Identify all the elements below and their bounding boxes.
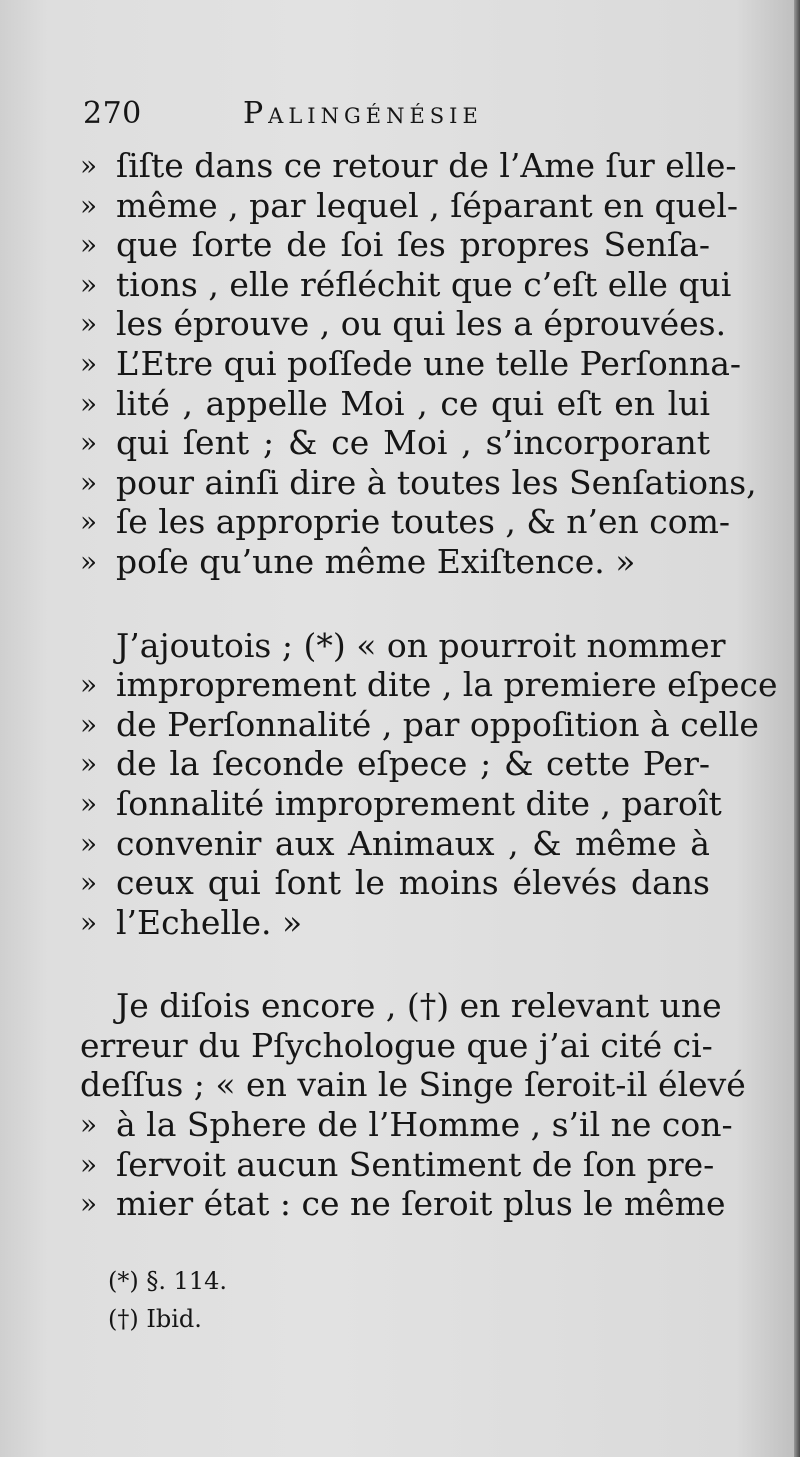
line-text: lité , appelle Moi , ce qui eſt en lui bbox=[116, 383, 710, 423]
text-line bbox=[80, 704, 759, 745]
line-text: deſſus ; « en vain le Singe ſeroit-il élevé bbox=[80, 1065, 746, 1105]
text-line bbox=[80, 225, 710, 265]
quote-mark: » bbox=[80, 386, 98, 420]
line-text: même , par lequel , ſéparant en quel- bbox=[116, 185, 739, 225]
text-line bbox=[80, 903, 710, 943]
text-line bbox=[80, 744, 710, 784]
quote-mark: » bbox=[80, 1147, 98, 1181]
quote-mark: » bbox=[80, 866, 98, 900]
line-text: L’Etre qui poſſede une telle Perſonna- bbox=[116, 343, 742, 383]
text-line bbox=[80, 863, 710, 903]
paragraph-1 bbox=[80, 146, 757, 582]
paragraph-2 bbox=[80, 625, 778, 943]
running-head: Palingénésie bbox=[243, 96, 483, 131]
text-line bbox=[80, 1105, 733, 1145]
text-line bbox=[80, 502, 731, 542]
quote-mark: » bbox=[80, 228, 98, 262]
text-line bbox=[80, 423, 710, 463]
quote-mark: » bbox=[80, 905, 98, 939]
text-line bbox=[80, 1144, 715, 1185]
paragraph-3 bbox=[80, 986, 746, 1224]
text-line bbox=[80, 783, 722, 824]
line-text: erreur du Pſychologue que j’ai cité ci- bbox=[80, 1025, 713, 1065]
page-edge-shadow bbox=[794, 0, 800, 1457]
line-text: ſe les approprie toutes , & n’en com- bbox=[116, 502, 731, 542]
text-line bbox=[80, 264, 732, 305]
text-line bbox=[80, 1025, 713, 1066]
text-line bbox=[80, 542, 710, 582]
line-text: tions , elle réfléchit que c’eſt elle qui bbox=[116, 264, 732, 304]
quote-mark: » bbox=[80, 465, 98, 499]
quote-mark: » bbox=[80, 707, 98, 741]
quote-mark: » bbox=[80, 426, 98, 460]
text-line bbox=[80, 384, 710, 424]
line-text: que ſorte de ſoi ſes propres Senſa- bbox=[116, 225, 710, 265]
quote-mark: » bbox=[80, 668, 98, 702]
page-header bbox=[83, 96, 723, 142]
page-number: 270 bbox=[83, 96, 142, 131]
line-text: convenir aux Animaux , & même à bbox=[116, 823, 710, 863]
quote-mark: » bbox=[80, 786, 98, 820]
quote-mark: » bbox=[80, 307, 98, 341]
quote-mark: » bbox=[80, 1108, 98, 1142]
text-line bbox=[80, 824, 710, 864]
quote-mark: » bbox=[80, 505, 98, 539]
line-text: mier état : ce ne ſeroit plus le même bbox=[116, 1184, 726, 1224]
line-text: pour ainſi dire à toutes les Senſations, bbox=[116, 462, 757, 502]
text-line bbox=[80, 986, 722, 1026]
quote-mark: » bbox=[80, 1187, 98, 1221]
line-text: ſervoit aucun Sentiment de ſon pre- bbox=[116, 1144, 715, 1184]
line-text: de Perſonnalité , par oppoſition à celle bbox=[116, 704, 759, 744]
line-text: l’Echelle. » bbox=[116, 902, 303, 942]
line-text: improprement dite , la premiere eſpece bbox=[116, 665, 778, 705]
line-text: de la ſeconde eſpece ; & cette Per- bbox=[116, 744, 710, 784]
text-line bbox=[80, 625, 726, 666]
quote-mark: » bbox=[80, 267, 98, 301]
text-line bbox=[80, 462, 757, 503]
quote-mark: » bbox=[80, 544, 98, 578]
line-text: ſonnalité improprement dite , paroît bbox=[116, 783, 722, 823]
line-text: qui ſent ; & ce Moi , s’incorporant bbox=[116, 423, 710, 463]
body-text bbox=[80, 146, 778, 1224]
quote-mark: » bbox=[80, 826, 98, 860]
quote-mark: » bbox=[80, 346, 98, 380]
text-line bbox=[80, 304, 727, 344]
line-text: à la Sphere de l’Homme , s’il ne con- bbox=[116, 1105, 733, 1145]
quote-mark: » bbox=[80, 747, 98, 781]
line-text: les éprouve , ou qui les a éprouvées. bbox=[116, 304, 727, 344]
quote-mark: » bbox=[80, 188, 98, 222]
text-line bbox=[80, 343, 742, 384]
footnotes bbox=[108, 1262, 227, 1338]
footnote-2: (†) Ibid. bbox=[108, 1305, 202, 1333]
text-line bbox=[80, 1184, 726, 1224]
line-text: ceux qui ſont le moins élevés dans bbox=[116, 863, 710, 903]
line-text: J’ajoutois ; (*) « on pourroit nommer bbox=[116, 625, 726, 665]
quote-mark: » bbox=[80, 149, 98, 182]
line-text: Je diſois encore , (†) en relevant une bbox=[116, 986, 722, 1026]
line-text: poſe qu’une même Exiſtence. » bbox=[116, 541, 636, 581]
line-text: ſiſte dans ce retour de l’Ame ſur elle- bbox=[116, 146, 737, 185]
footnote-1: (*) §. 114. bbox=[108, 1267, 228, 1295]
text-line bbox=[80, 1065, 746, 1105]
text-line bbox=[80, 185, 739, 226]
text-line bbox=[80, 665, 778, 705]
text-line bbox=[80, 146, 737, 186]
